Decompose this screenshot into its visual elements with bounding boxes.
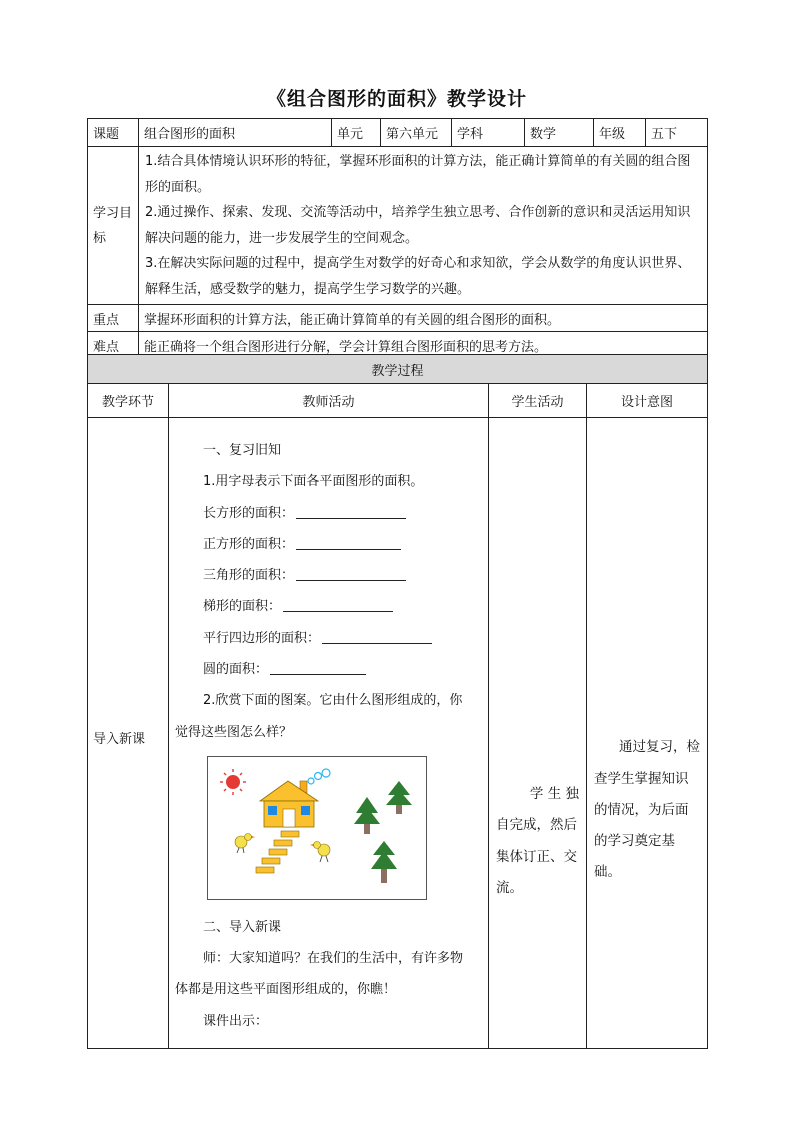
- grade-value: 五下: [646, 119, 708, 147]
- question-2-line1: 2.欣赏下面的图案。它由什么图形组成的，你: [203, 693, 463, 709]
- tree-icon: [354, 797, 380, 834]
- dialog-line2: 体都是用这些平面图形组成的，你瞧！: [175, 982, 397, 998]
- process-section-title: 教学过程: [88, 355, 708, 384]
- intro-heading: 二、导入新课: [203, 919, 282, 935]
- student-activity-cell: [489, 418, 587, 1049]
- intent-line: 查学生掌握知识: [594, 770, 689, 787]
- subject-label: 学科: [452, 119, 525, 147]
- teaching-process-table: [87, 354, 708, 1049]
- difficulty-text: 能正确将一个组合图形进行分解，学会计算组合图形面积的思考方法。: [139, 332, 708, 359]
- column-header-intent: 设计意图: [587, 384, 708, 418]
- stage-cell: 导入新课: [88, 418, 169, 1049]
- design-intent-cell: [587, 418, 708, 1049]
- steps-icon: [256, 831, 299, 873]
- answer-blank[interactable]: [296, 503, 406, 519]
- courseware-label: 课件出示：: [203, 1013, 269, 1029]
- intent-line: 的情况，为后面: [594, 801, 689, 818]
- scene-picture: [207, 756, 427, 900]
- column-header-student: 学生活动: [489, 384, 587, 418]
- review-heading: 一、复习旧知: [203, 442, 282, 458]
- objectives-label: 学习目标: [88, 147, 139, 305]
- student-line: 流。: [496, 879, 523, 896]
- chick-icon: [310, 841, 330, 862]
- intent-line: 的学习奠定基础。: [594, 833, 675, 881]
- answer-blank[interactable]: [270, 659, 366, 675]
- objective-item: 3.在解决实际问题的过程中，提高学生对数学的好奇心和求知欲，学会从数学的角度认识世界、解释生活，感受数学的魅力，提高学生学习数学的兴趣。: [145, 256, 691, 297]
- smoke-icon: [308, 769, 330, 784]
- answer-blank[interactable]: [322, 628, 432, 644]
- dialog-line1: 师：大家知道吗？在我们的生活中，有许多物: [203, 951, 464, 967]
- area-item-triangle: 三角形的面积：: [175, 560, 480, 591]
- lesson-info-table: [87, 118, 708, 359]
- topic-value: 组合图形的面积: [139, 119, 332, 147]
- student-line: 学 生 独: [529, 785, 579, 802]
- tree-icon: [386, 781, 412, 814]
- question-1: 1.用字母表示下面各平面图形的面积。: [203, 474, 424, 490]
- area-item-circle: 圆的面积：: [175, 654, 480, 685]
- answer-blank[interactable]: [283, 596, 393, 612]
- unit-value: 第六单元: [381, 119, 452, 147]
- objectives-content: [139, 147, 708, 305]
- key-point-text: 掌握环形面积的计算方法，能正确计算简单的有关圆的组合图形的面积。: [139, 305, 708, 332]
- grade-label: 年级: [594, 119, 646, 147]
- column-header-stage: 教学环节: [88, 384, 169, 418]
- area-item-parallelogram: 平行四边形的面积：: [175, 623, 480, 654]
- topic-label: 课题: [88, 119, 139, 147]
- answer-blank[interactable]: [296, 534, 401, 550]
- intent-line: 通过复习，检: [619, 739, 701, 756]
- house-scene-illustration: [208, 757, 426, 899]
- chick-icon: [235, 833, 255, 853]
- teacher-activity-cell: [169, 418, 489, 1049]
- objective-item: 2.通过操作、探索、发现、交流等活动中，培养学生独立思考、合作创新的意识和灵活运用知识解决问题的能力，进一步发展学生的空间观念。: [145, 205, 691, 246]
- area-item-trapezoid: 梯形的面积：: [175, 591, 480, 622]
- house-icon: [260, 781, 318, 827]
- document-title: 《组合图形的面积》教学设计: [266, 88, 527, 110]
- objective-item: 1.结合具体情境认识环形的特征，掌握环形面积的计算方法，能正确计算简单的有关圆的组合图形的面积。: [145, 154, 691, 195]
- student-activity-text: [494, 779, 581, 904]
- unit-label: 单元: [332, 119, 381, 147]
- tree-icon: [371, 841, 397, 883]
- answer-blank[interactable]: [296, 565, 406, 581]
- key-point-label: 重点: [88, 305, 139, 332]
- difficulty-label: 难点: [88, 332, 139, 359]
- student-line: 集体订正、交: [496, 848, 577, 865]
- sun-icon: [220, 769, 246, 795]
- question-2-line2: 觉得这些图怎么样？: [175, 724, 293, 740]
- subject-value: 数学: [525, 119, 594, 147]
- area-item-rectangle: 长方形的面积：: [175, 498, 480, 529]
- design-intent-text: [592, 732, 702, 888]
- area-item-square: 正方形的面积：: [175, 529, 480, 560]
- student-line: 自完成，然后: [496, 817, 577, 834]
- column-header-teacher: 教师活动: [169, 384, 489, 418]
